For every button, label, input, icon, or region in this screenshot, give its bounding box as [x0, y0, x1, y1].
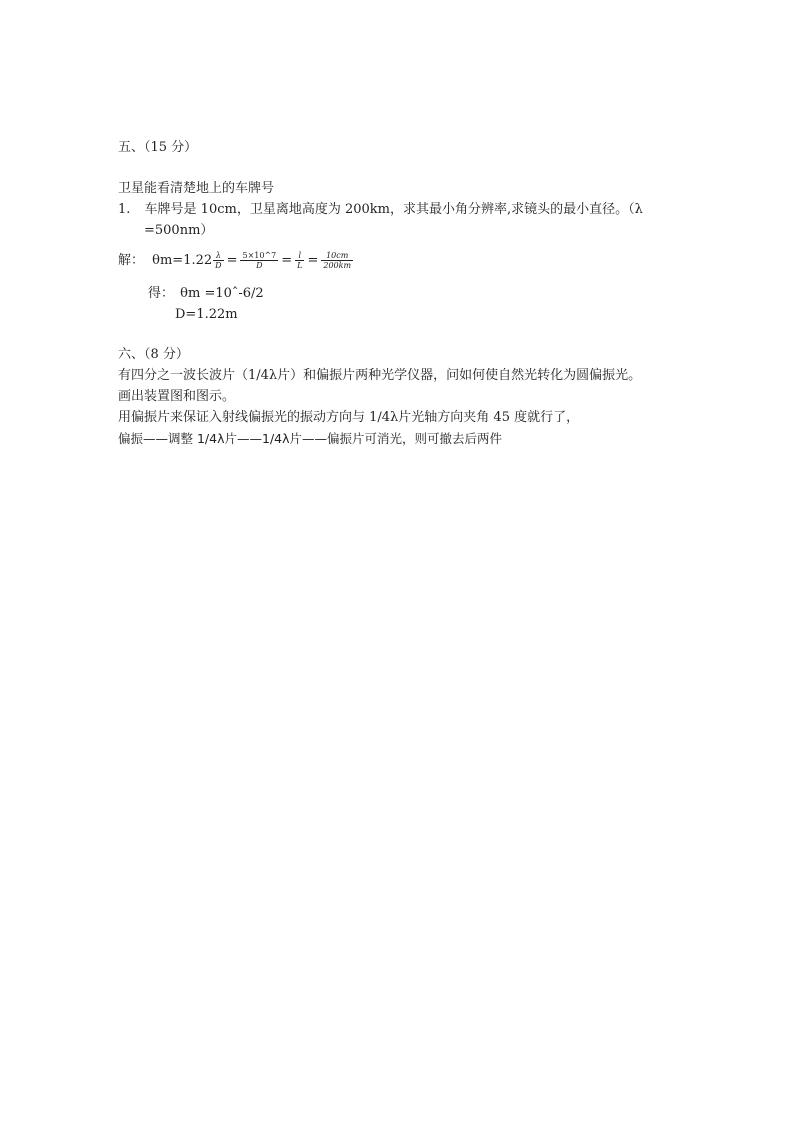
result-line-1	[148, 285, 264, 303]
frac-denominator: L	[297, 261, 303, 270]
section6-line-1: 有四分之一波长波片（1/4λ片）和偏振片两种光学仪器，问如何使自然光转化为圆偏振光。	[118, 368, 642, 383]
section5-heading: 五、（15 分）	[118, 140, 198, 155]
frac-numerator: l	[295, 251, 304, 261]
result-theta: θm =10ˆ-6/2	[180, 286, 264, 301]
question-text: 车牌号是 10cm，卫星离地高度为 200km，求其最小角分辨率,求镜头的最小直径。（λ	[144, 202, 643, 217]
question-1	[118, 201, 643, 219]
solution-label: 解：	[118, 253, 145, 268]
section6-line-2: 画出装置图和图示。	[118, 389, 236, 404]
result-line-2: D=1.22m	[175, 307, 238, 322]
frac-denominator: 200km	[323, 261, 352, 270]
solution-equation	[118, 250, 354, 272]
eq-prefix: θm=1.22	[152, 253, 213, 268]
fraction-5e7-over-d	[240, 251, 278, 270]
question-number: 1.	[118, 202, 131, 217]
fraction-10cm-over-200km	[321, 251, 353, 270]
result-label: 得：	[148, 286, 175, 301]
equals-sign: =	[307, 253, 319, 268]
equals-sign: =	[281, 253, 293, 268]
question-1-continuation: =500nm）	[144, 223, 214, 238]
fraction-lambda-over-d	[213, 251, 223, 270]
section6-line-3: 用偏振片来保证入射线偏振光的振动方向与 1/4λ片光轴方向夹角 45 度就行了，	[118, 410, 580, 425]
frac-numerator: λ	[213, 251, 223, 261]
section5-topic: 卫星能看清楚地上的车牌号	[118, 181, 275, 196]
frac-numerator: 10cm	[321, 251, 353, 261]
section6-heading: 六、（8 分）	[118, 347, 189, 362]
fraction-l-over-L	[295, 251, 304, 270]
frac-denominator: D	[215, 261, 222, 270]
equals-sign: =	[226, 253, 238, 268]
frac-denominator: D	[256, 261, 263, 270]
section6-line-4: 偏振——调整 1/4λ片——1/4λ片——偏振片可消光，则可撤去后两件	[118, 431, 503, 446]
frac-numerator: 5×10^7	[242, 251, 277, 260]
